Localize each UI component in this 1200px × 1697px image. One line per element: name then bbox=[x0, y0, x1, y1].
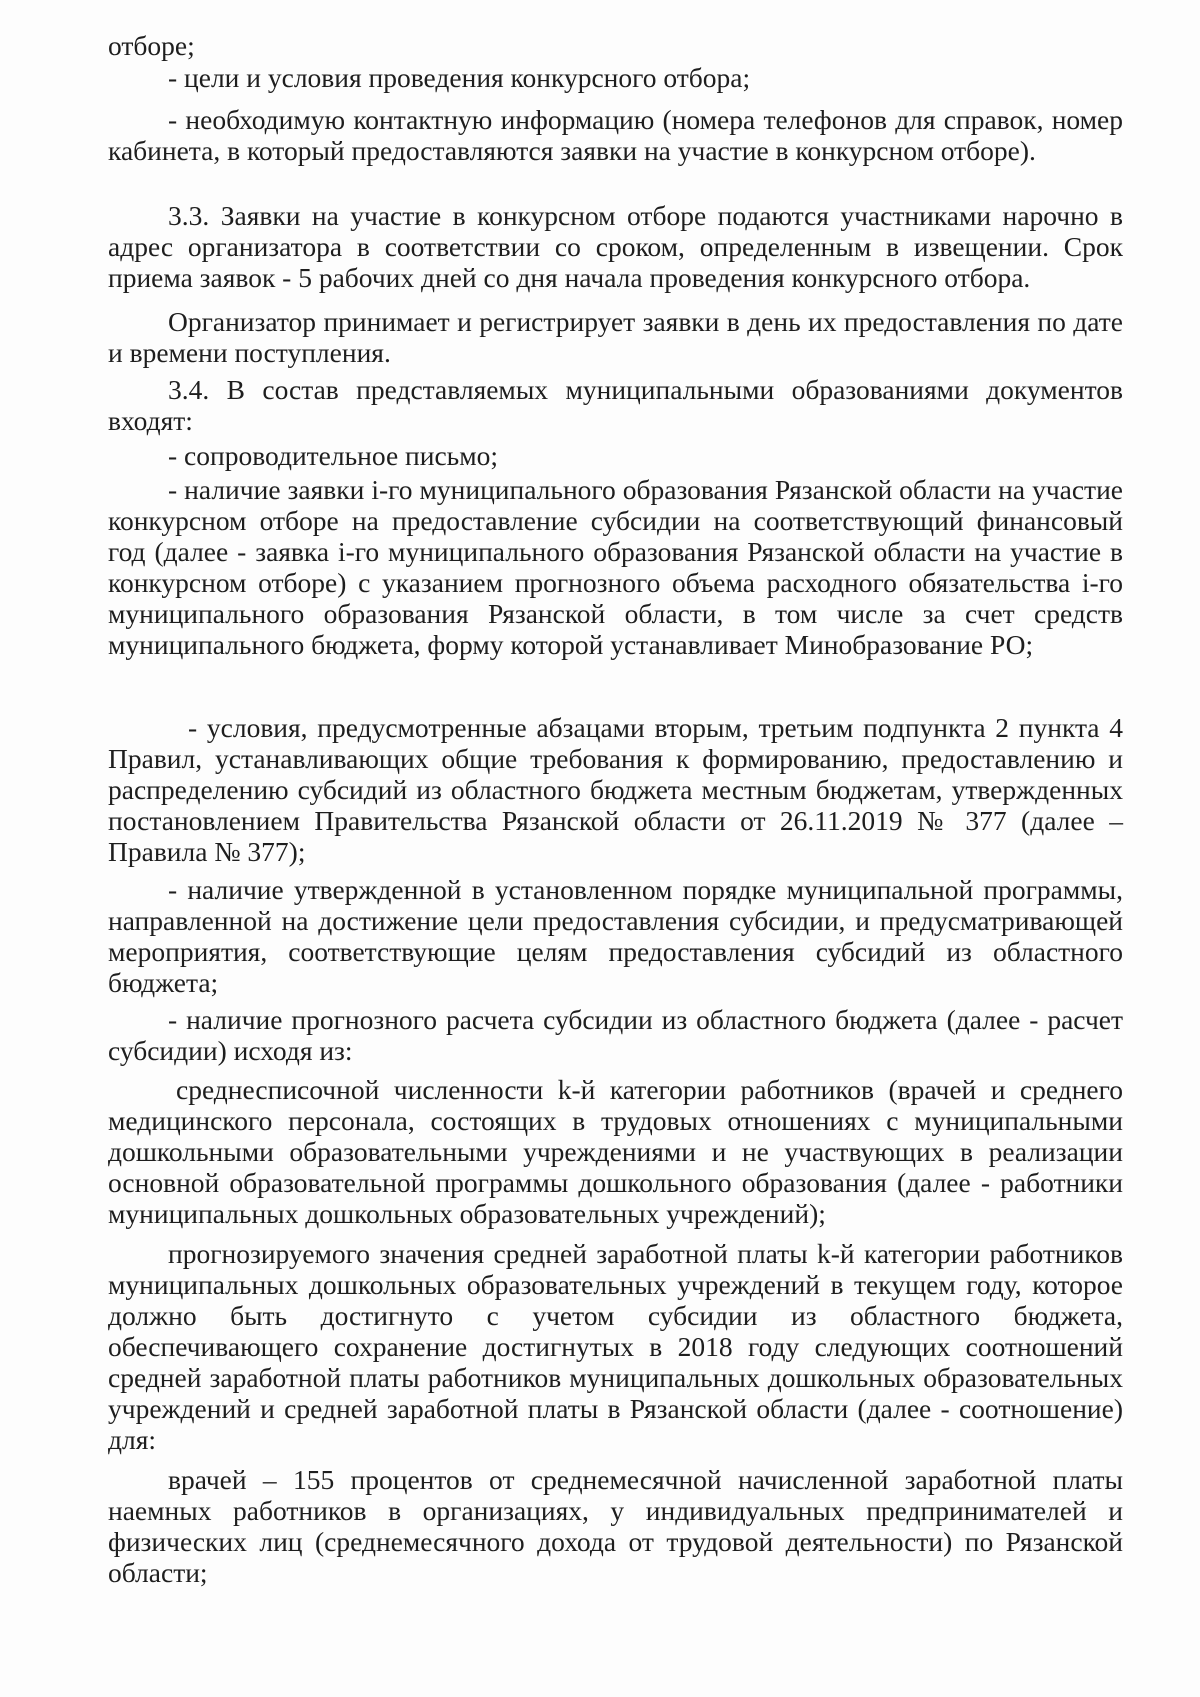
list-item-goals: - цели и условия проведения конкурсного отбора; bbox=[168, 62, 751, 93]
list-item-calculation: - наличие прогнозного расчета субсидии из областного бюджета (далее - расчет субсидии) исходя из: bbox=[108, 1004, 1123, 1066]
headcount-paragraph: среднесписочной численности k-й категории работников (врачей и среднего медицинского персонала, состоящих в трудовых отношениях с муниципальными дошкольными образовательными учреждениями и не участвующих в реализации основной образовательной программы дошкольного образования (далее - работники муниципальных дошкольных образовательных учреждений); bbox=[108, 1074, 1123, 1229]
section-3-4-paragraph: 3.4. В состав представляемых муниципальными образованиями документов входят: bbox=[108, 374, 1123, 436]
list-item-program: - наличие утвержденной в установленном порядке муниципальной программы, направленной на достижение цели предоставления субсидии, и предусматривающей мероприятия, соответствующие целям предоставления субсидий из областного бюджета; bbox=[108, 874, 1123, 998]
list-item-application: - наличие заявки i-го муниципального образования Рязанской области на участие конкурсном отборе на предоставление субсидии на соответствующий финансовый год (далее - заявка i-го муниципального образования Рязанской области на участие в конкурсном отборе) с указанием прогнозного объема расходного обязательства i-го муниципального образования Рязанской области, в том числе за счет средств муниципального бюджета, форму которой устанавливает Минобразование РО; bbox=[108, 474, 1123, 660]
paragraph-fragment: отборе; bbox=[108, 30, 195, 61]
list-item-conditions: - условия, предусмотренные абзацами вторым, третьим подпункта 2 пункта 4 Правил, устанавливающих общие требования к формированию, предоставлению и распределению субсидий из областного бюджета местным бюджетам, утвержденных постановлением Правительства Рязанской области от 26.11.2019 № 377 (далее – Правила № 377); bbox=[108, 712, 1123, 867]
section-3-3-paragraph: 3.3. Заявки на участие в конкурсном отборе подаются участниками нарочно в адрес организатора в соответствии со сроком, определенным в извещении. Срок приема заявок - 5 рабочих дней со дня начала проведения конкурсного отбора. bbox=[108, 200, 1123, 293]
organizer-paragraph: Организатор принимает и регистрирует заявки в день их предоставления по дате и времени поступления. bbox=[108, 306, 1123, 368]
list-item-contacts: - необходимую контактную информацию (номера телефонов для справок, номер кабинета, в который предоставляются заявки на участие в конкурсном отборе). bbox=[108, 104, 1123, 166]
list-item-cover-letter: - сопроводительное письмо; bbox=[168, 440, 499, 471]
doctors-paragraph: врачей – 155 процентов от среднемесячной начисленной заработной платы наемных работников в организациях, у индивидуальных предпринимателей и физических лиц (среднемесячного дохода от трудовой деятельности) по Рязанской области; bbox=[108, 1464, 1123, 1588]
salary-paragraph: прогнозируемого значения средней заработной платы k-й категории работников муниципальных дошкольных образовательных учреждений в текущем году, которое должно быть достигнуто с учетом субсидии из областного бюджета, обеспечивающего сохранение достигнутых в 2018 году следующих соотношений средней заработной платы работников муниципальных дошкольных образовательных учреждений и средней заработной платы в Рязанской области (далее - соотношение) для: bbox=[108, 1238, 1123, 1455]
